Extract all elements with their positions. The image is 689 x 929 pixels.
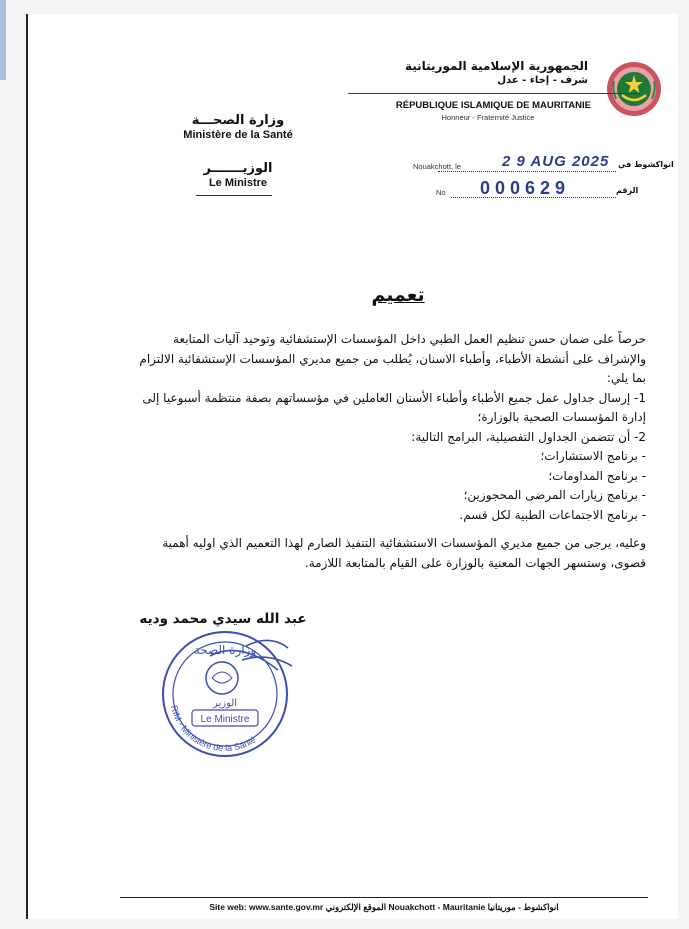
- item-1: 1- إرسال جداول عمل جميع الأطباء وأطباء الأسنان العاملين في مؤسساتهم بصفة منتظمة أسبوعيا إلى إدارة المؤسسات الصحية بالوزارة؛: [142, 390, 646, 424]
- stamp-top-text: وزارة الصحة: [193, 643, 257, 657]
- subitem-medical-meetings: - برنامج الاجتماعات الطبية لكل قسم.: [459, 507, 646, 522]
- minister-title-arabic: الوزيـــــــر: [203, 161, 273, 176]
- date-label-arabic: انواكشوط في: [618, 160, 674, 169]
- document-body: [126, 330, 646, 525]
- subitem-consultations: - برنامج الاستشارات؛: [540, 449, 646, 463]
- republic-name-french: RÉPUBLIQUE ISLAMIQUE DE MAURITANIE: [395, 100, 591, 111]
- subitem-patient-visits: - برنامج زيارات المرضى المحجوزين؛: [463, 488, 646, 502]
- national-emblem-seal: [606, 61, 662, 117]
- reference-number: 000629: [480, 178, 571, 198]
- minister-divider: [196, 195, 272, 196]
- footer-rule: [120, 897, 648, 898]
- ministry-name-arabic: وزارة الصحـــة: [191, 113, 285, 128]
- date-dotted-line: [438, 171, 616, 172]
- stamp-mid-text: الوزير: [212, 698, 238, 709]
- date-stamp: 2 9 AUG 2025: [502, 153, 610, 170]
- official-stamp: [150, 626, 300, 761]
- closing-text: وعليه، يرجى من جميع مديري المؤسسات الاستشفائية التنفيذ الصارم لهذا التعميم الذي اوليه أهمية قصوى، وستسهر الجهات المعنية بالوزارة على القيام بالمتابعة اللازمة.: [162, 536, 646, 570]
- document-title: تعميم: [371, 284, 425, 306]
- svg-text:RIM - Ministère de la Santé: [169, 704, 258, 753]
- stamp-inner-text: Le Ministre: [200, 714, 250, 725]
- item-2: 2- أن تتضمن الجداول التفصيلية، البرامج التالية:: [411, 429, 646, 444]
- republic-name-arabic: الجمهورية الإسلامية الموريتانية: [404, 59, 588, 73]
- stamp-ring-text: RIM - Ministère de la Santé: [168, 704, 258, 753]
- footer-text: Site web: www.sante.gov.mr الموقع الإلكتروني Nouakchott - Mauritanie انواكشوط - موريتانيا: [209, 902, 559, 912]
- header-rule: [348, 93, 640, 94]
- intro-paragraph: حرصاً على ضمان حسن تنظيم العمل الطبي داخل المؤسسات الإستشفائية وتوحيد آليات المتابعة والإشراف على أنشطة الأطباء، وأطباء الاسنان، يُطلب من جميع مديري المؤسسات الإستشفائية الالتزام بما يلي:: [139, 332, 646, 385]
- signatory-name: عبد الله سيدي محمد وديه: [139, 611, 307, 627]
- subitem-shifts: - برنامج المداومات؛: [548, 468, 646, 483]
- ministry-name-french: Ministère de la Santé: [183, 129, 293, 141]
- number-dotted-line: [451, 197, 616, 198]
- date-label-french: Nouakchott, le: [413, 162, 461, 171]
- number-label-french: No: [436, 188, 446, 197]
- number-label-arabic: الرقم: [616, 186, 639, 195]
- minister-title-french: Le Ministre: [208, 177, 268, 189]
- motto-arabic: شرف - إخاء - عدل: [497, 75, 588, 86]
- closing-paragraph: [126, 534, 646, 573]
- motto-french: Honneur - Fraternité Justice: [441, 113, 535, 122]
- scan-edge-mark: [0, 0, 6, 80]
- document-page: [26, 14, 678, 919]
